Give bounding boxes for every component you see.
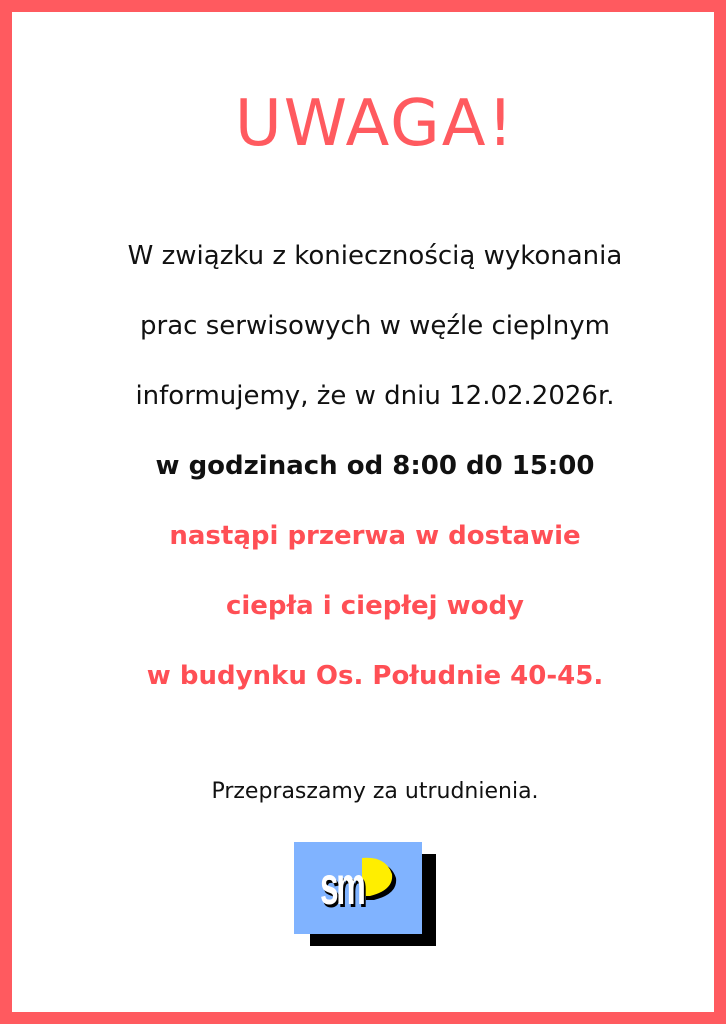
notice-line-outage: nastąpi przerwa w dostawie [169, 521, 581, 551]
sm-logo [294, 842, 436, 946]
notice-title: UWAGA! [234, 87, 516, 161]
notice-line-2: prac serwisowych w węźle cieplnym [140, 311, 610, 341]
notice-line-hours: w godzinach od 8:00 d0 15:00 [155, 451, 595, 481]
notice-line-building: w budynku Os. Południe 40-45. [146, 661, 604, 691]
notice-line-3: informujemy, że w dniu 12.02.2026r. [135, 381, 615, 411]
notice-line-heat-water: ciepła i ciepłej wody [225, 591, 525, 621]
apology-text: Przepraszamy za utrudnienia. [211, 779, 539, 804]
logo-letters: sm [320, 856, 364, 916]
notice-line-1: W związku z koniecznością wykonania [127, 241, 623, 271]
logo-yellow-shape [360, 852, 400, 910]
